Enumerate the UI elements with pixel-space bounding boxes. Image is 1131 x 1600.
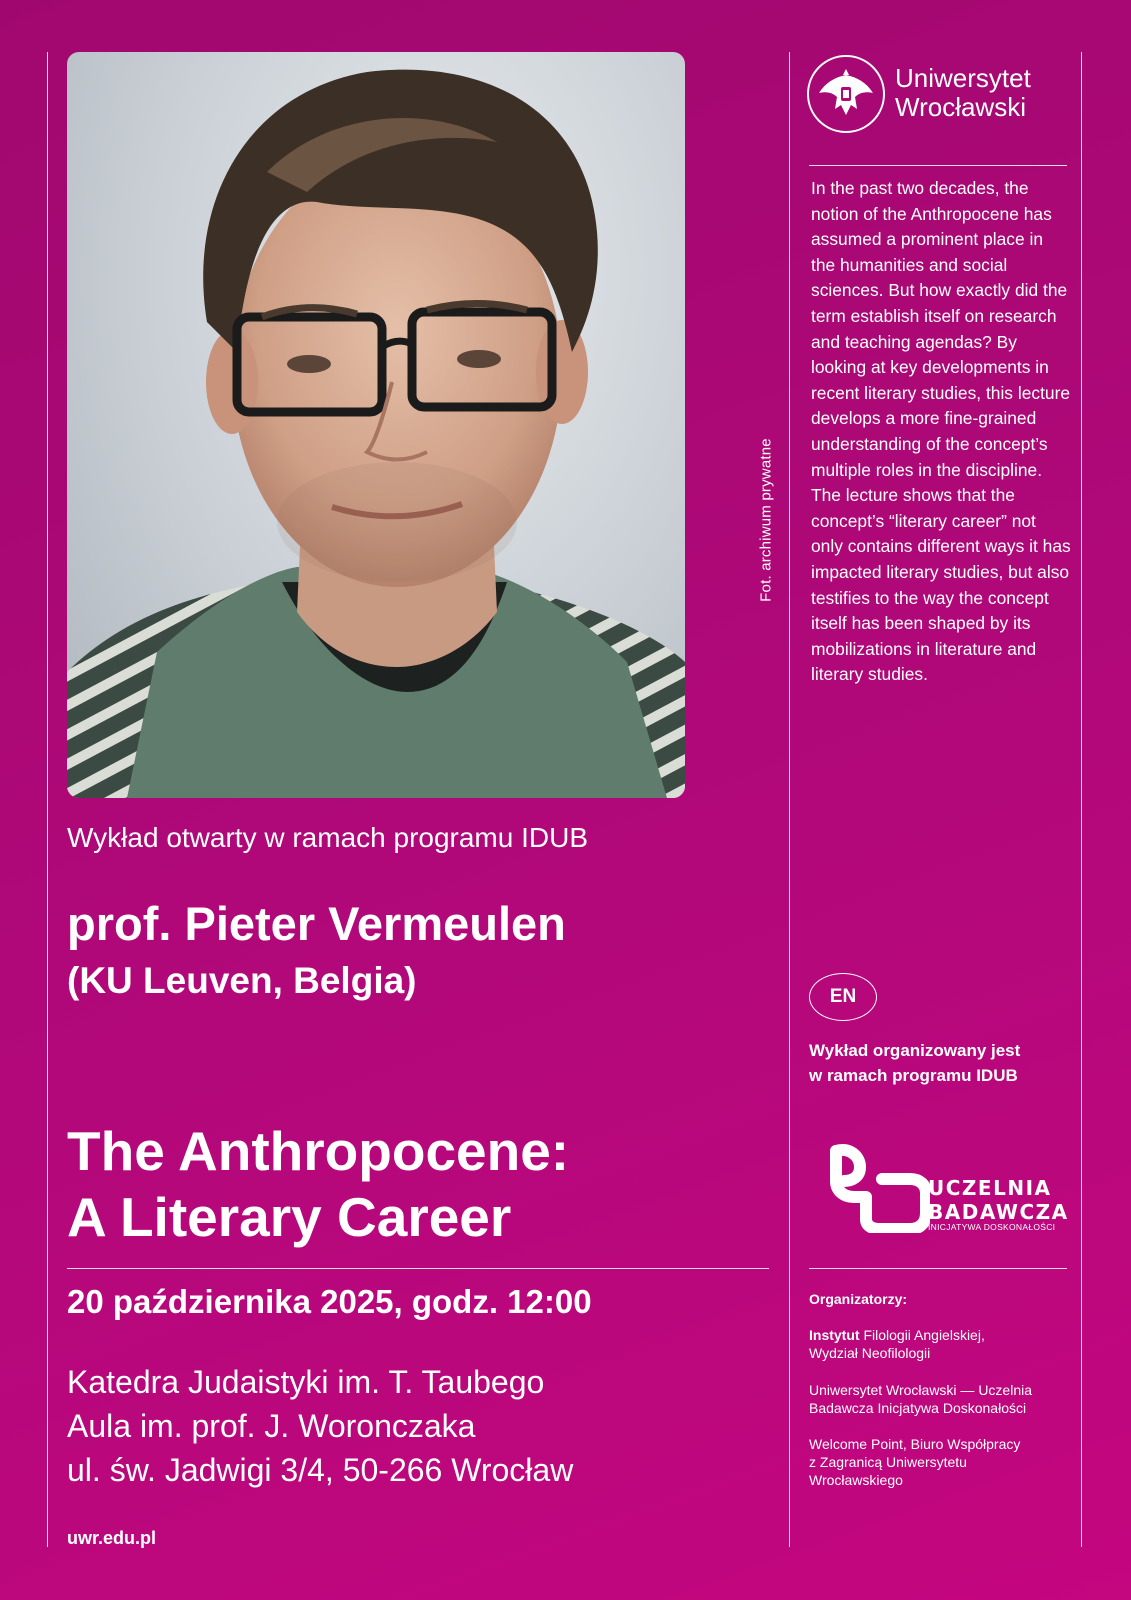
university-name: Uniwersytet Wrocławski [895, 63, 1031, 122]
venue-address [67, 1360, 573, 1492]
venue-line: Katedra Judaistyki im. T. Taubego [67, 1364, 545, 1400]
title-divider-line [67, 1268, 769, 1269]
speaker-name: prof. Pieter Vermeulen [67, 897, 566, 950]
language-badge: EN [809, 973, 877, 1021]
program-note: Wykład organizowany jest w ramach programu IDUB [809, 1041, 1021, 1085]
university-eagle-logo-icon [805, 53, 887, 135]
lecture-title [67, 1118, 569, 1250]
venue-line: ul. św. Jadwigi 3/4, 50-266 Wrocław [67, 1452, 574, 1488]
right-border-line [1081, 52, 1082, 1547]
speaker-portrait-photo [67, 52, 685, 798]
speaker-affiliation: (KU Leuven, Belgia) [67, 960, 417, 1001]
event-date: 20 października 2025, godz. 12:00 [67, 1283, 592, 1320]
website-link[interactable]: uwr.edu.pl [67, 1528, 157, 1548]
lecture-title-line-2: A Literary Career [67, 1186, 512, 1248]
venue-line: Aula im. prof. J. Woronczaka [67, 1408, 476, 1444]
organizers-divider-line [809, 1268, 1067, 1269]
organizers-heading: Organizatorzy: [809, 1291, 908, 1307]
idub-logo-text: UCZELNIA BADAWCZA [928, 1176, 1069, 1224]
left-border-line [47, 52, 48, 1547]
organizer-item: Welcome Point, Biuro Współpracy z Zagranicą Uniwersytetu Wrocławskiego [809, 1436, 1021, 1488]
organizer-item: Instytut Filologii Angielskiej, Wydział Neofilologii [809, 1327, 985, 1361]
column-divider-line [789, 52, 790, 1547]
lecture-title-line-1: The Anthropocene: [67, 1120, 570, 1182]
uczelnia-badawcza-logo-icon [830, 1141, 930, 1233]
lecture-subtitle: Wykład otwarty w ramach programu IDUB [67, 822, 589, 853]
photo-credit: Fot. archiwum prywatne [757, 438, 775, 602]
idub-logo-subtext: INICJATYWA DOSKONAŁOŚCI [928, 1222, 1056, 1232]
logo-divider-line [809, 165, 1067, 166]
lecture-abstract: In the past two decades, the notion of the Anthropocene has assumed a prominent place in the humanities and social sciences. But how exactly did the term establish itself on research and teaching agendas? By looking at key developments in recent literary studies, this lecture develops a more fine-grained understanding of the concept’s multiple roles in the discipline. The lecture shows that the concept’s “literary career” not only contains different ways it has impacted literary studies, but also testifies to the way the concept itself has been shaped by its mobilizations in literature and literary studies. [811, 178, 1071, 685]
organizer-item: Uniwersytet Wrocławski — Uczelnia Badawcza Inicjatywa Doskonałości [809, 1382, 1033, 1416]
